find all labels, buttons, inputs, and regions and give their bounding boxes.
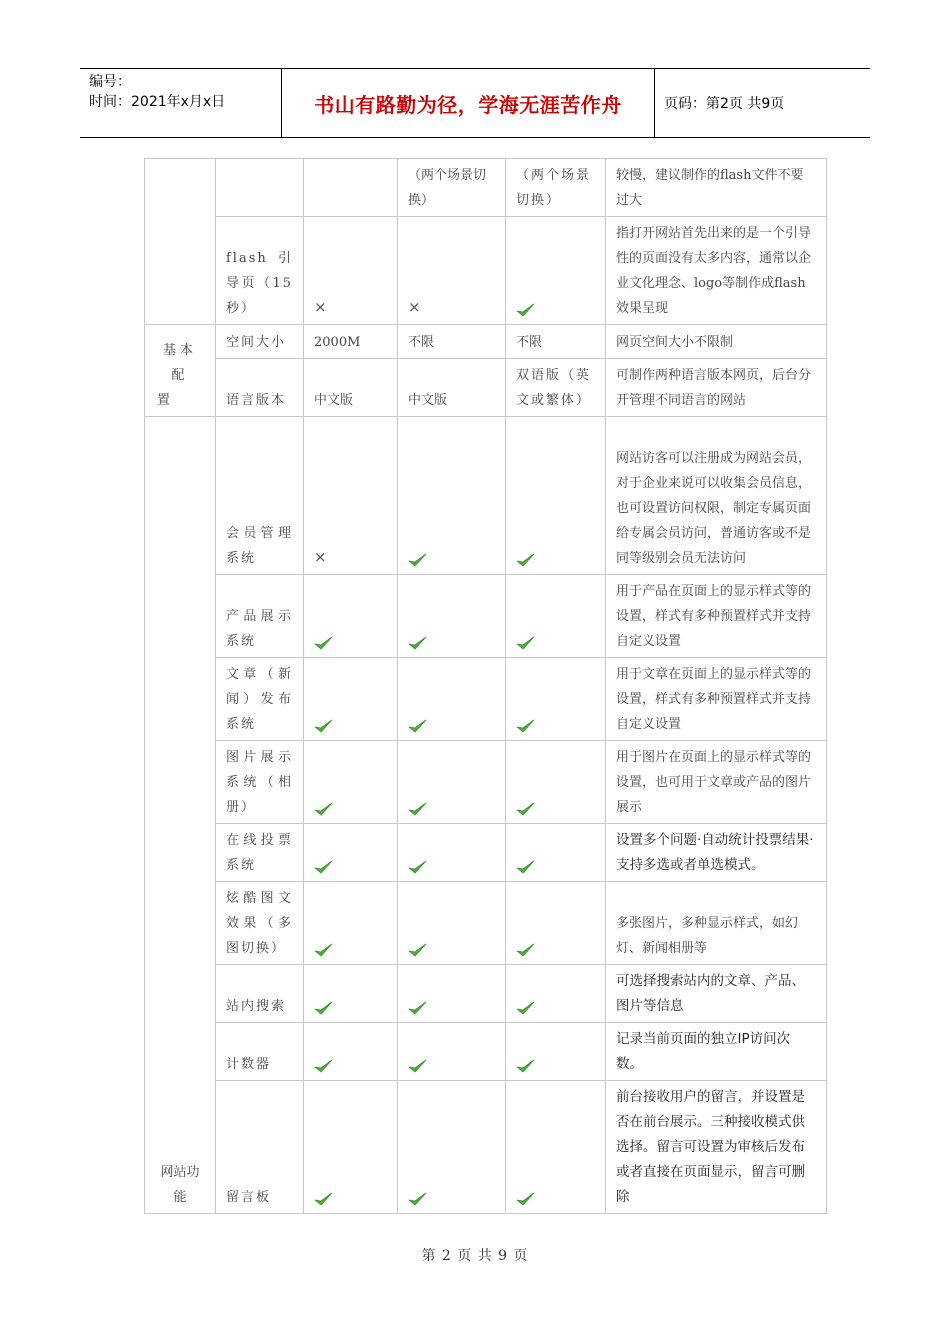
page-footer: 第 2 页 共 9 页 — [421, 1248, 529, 1264]
description-cell: 多张图片，多种显示样式，如幻灯、新闻相册等 — [606, 882, 827, 965]
description-cell: 用于文章在页面上的显示样式等的设置，样式有多种预置样式并支持自定义设置 — [606, 658, 827, 741]
check-mark-icon — [516, 1192, 535, 1207]
table-row — [145, 824, 827, 882]
value-cell — [304, 217, 398, 325]
value-cell — [506, 1081, 606, 1214]
value-cell: 双语版（英文或繁体） — [506, 359, 606, 417]
value-cell — [398, 1081, 506, 1214]
value-cell — [506, 741, 606, 824]
category-label: 基本配 — [162, 343, 197, 383]
value-cell — [506, 1023, 606, 1081]
table-row — [145, 965, 827, 1023]
feature-cell: 语言版本 — [216, 359, 304, 417]
motto: 书山有路勤为径，学海无涯苦作舟 — [314, 92, 622, 117]
category-cell-website — [145, 417, 216, 1214]
value-cell — [304, 882, 398, 965]
description-cell: 前台接收用户的留言，并设置是否在前台展示。三种接收模式供选择。留言可设置为审核后发布或者直接在页面显示，留言可删除 — [606, 1081, 827, 1214]
page-label: 页码：第2页 共9页 — [664, 96, 785, 112]
feature-cell — [216, 159, 304, 217]
value-cell — [398, 217, 506, 325]
cross-icon: × — [314, 548, 327, 566]
description-cell: 网页空间大小不限制 — [606, 325, 827, 359]
value-cell — [398, 658, 506, 741]
description-cell: 用于图片在页面上的显示样式等的设置，也可用于文章或产品的图片展示 — [606, 741, 827, 824]
check-mark-icon — [516, 1059, 535, 1074]
value-cell — [304, 965, 398, 1023]
value-cell — [304, 417, 398, 575]
header-info — [80, 69, 282, 137]
value-cell — [398, 417, 506, 575]
check-mark-icon — [408, 802, 427, 817]
description-cell: 用于产品在页面上的显示样式等的设置，样式有多种预置样式并支持自定义设置 — [606, 575, 827, 658]
value-cell: 不限 — [398, 325, 506, 359]
feature-cell: 留言板 — [216, 1081, 304, 1214]
table-row — [145, 741, 827, 824]
description-cell: 可选择搜索站内的文章、产品、图片等信息 — [606, 965, 827, 1023]
check-mark-icon — [516, 943, 535, 958]
value-cell — [304, 1081, 398, 1214]
check-mark-icon — [314, 802, 333, 817]
check-mark-icon — [516, 802, 535, 817]
check-mark-icon — [408, 719, 427, 734]
category-label: 能 — [173, 1190, 187, 1205]
value-cell — [304, 741, 398, 824]
check-mark-icon — [314, 1001, 333, 1016]
value-cell: 不限 — [506, 325, 606, 359]
check-mark-icon — [516, 719, 535, 734]
value-cell — [304, 575, 398, 658]
category-label: 网站功 — [160, 1165, 200, 1180]
description-cell: 网站访客可以注册成为网站会员，对于企业来说可以收集会员信息，也可设置访问权限，制定专属页面给专属会员访问，普通访客或不是同等级别会员无法访问 — [606, 417, 827, 575]
description-cell: 可制作两种语言版本网页，后台分开管理不同语言的网站 — [606, 359, 827, 417]
value-cell — [304, 1023, 398, 1081]
cross-icon: × — [314, 298, 327, 316]
cross-icon: × — [408, 298, 421, 316]
check-mark-icon — [408, 1059, 427, 1074]
value-cell — [506, 965, 606, 1023]
feature-cell: 文章（新闻）发布系统 — [216, 658, 304, 741]
check-mark-icon — [516, 553, 535, 568]
value-cell — [398, 575, 506, 658]
description-cell: 记录当前页面的独立IP访问次数。 — [606, 1023, 827, 1081]
description-cell: 设置多个问题·自动统计投票结果·支持多选或者单选模式。 — [606, 824, 827, 882]
value-cell — [398, 882, 506, 965]
value-cell — [506, 824, 606, 882]
table-row — [145, 159, 827, 217]
feature-cell: flash引导页（15秒） — [216, 217, 304, 325]
value-cell — [304, 658, 398, 741]
value-cell: （两个场景切换） — [398, 159, 506, 217]
check-mark-icon — [408, 860, 427, 875]
table-row — [145, 1023, 827, 1081]
feature-cell: 在线投票系统 — [216, 824, 304, 882]
check-mark-icon — [408, 1001, 427, 1016]
value-cell: 中文版 — [304, 359, 398, 417]
feature-cell: 空间大小 — [216, 325, 304, 359]
time-label: 时间：2021年x月x日 — [89, 94, 226, 110]
value-cell — [506, 417, 606, 575]
check-mark-icon — [516, 303, 535, 318]
category-label: 置 — [157, 393, 171, 408]
category-cell-basic — [145, 325, 216, 417]
table-row — [145, 359, 827, 417]
spec-table — [144, 158, 827, 1214]
check-mark-icon — [408, 636, 427, 651]
table-row — [145, 417, 827, 575]
check-mark-icon — [314, 1059, 333, 1074]
value-cell: 2000M — [304, 325, 398, 359]
value-cell — [398, 965, 506, 1023]
value-cell — [398, 741, 506, 824]
feature-cell: 图片展示系统（相册） — [216, 741, 304, 824]
value-cell — [506, 575, 606, 658]
value-cell: 中文版 — [398, 359, 506, 417]
check-mark-icon — [314, 719, 333, 734]
table-row — [145, 575, 827, 658]
value-cell — [304, 159, 398, 217]
description-cell: 较慢，建议制作的flash文件不要过大 — [606, 159, 827, 217]
table-row — [145, 1081, 827, 1214]
check-mark-icon — [408, 943, 427, 958]
check-mark-icon — [516, 636, 535, 651]
feature-cell: 产品展示系统 — [216, 575, 304, 658]
table-row — [145, 882, 827, 965]
value-cell — [304, 824, 398, 882]
feature-cell: 炫酷图文效果（多图切换） — [216, 882, 304, 965]
feature-cell: 会员管理系统 — [216, 417, 304, 575]
value-cell — [398, 824, 506, 882]
category-cell-empty — [145, 159, 216, 325]
page-header — [80, 68, 870, 138]
value-cell — [506, 217, 606, 325]
check-mark-icon — [314, 1192, 333, 1207]
check-mark-icon — [314, 636, 333, 651]
feature-cell: 计数器 — [216, 1023, 304, 1081]
check-mark-icon — [516, 860, 535, 875]
table-row — [145, 658, 827, 741]
check-mark-icon — [314, 860, 333, 875]
value-cell — [506, 882, 606, 965]
header-motto-cell — [282, 69, 655, 137]
value-cell — [506, 658, 606, 741]
value-cell — [398, 1023, 506, 1081]
value-cell: （两个场景切换） — [506, 159, 606, 217]
description-cell: 指打开网站首先出来的是一个引导性的页面没有太多内容，通常以企业文化理念、logo等制作成flash效果呈现 — [606, 217, 827, 325]
table-row — [145, 217, 827, 325]
check-mark-icon — [314, 943, 333, 958]
table-row — [145, 325, 827, 359]
feature-cell: 站内搜索 — [216, 965, 304, 1023]
number-label: 编号： — [89, 74, 131, 90]
check-mark-icon — [408, 553, 427, 568]
check-mark-icon — [408, 1192, 427, 1207]
check-mark-icon — [516, 1001, 535, 1016]
